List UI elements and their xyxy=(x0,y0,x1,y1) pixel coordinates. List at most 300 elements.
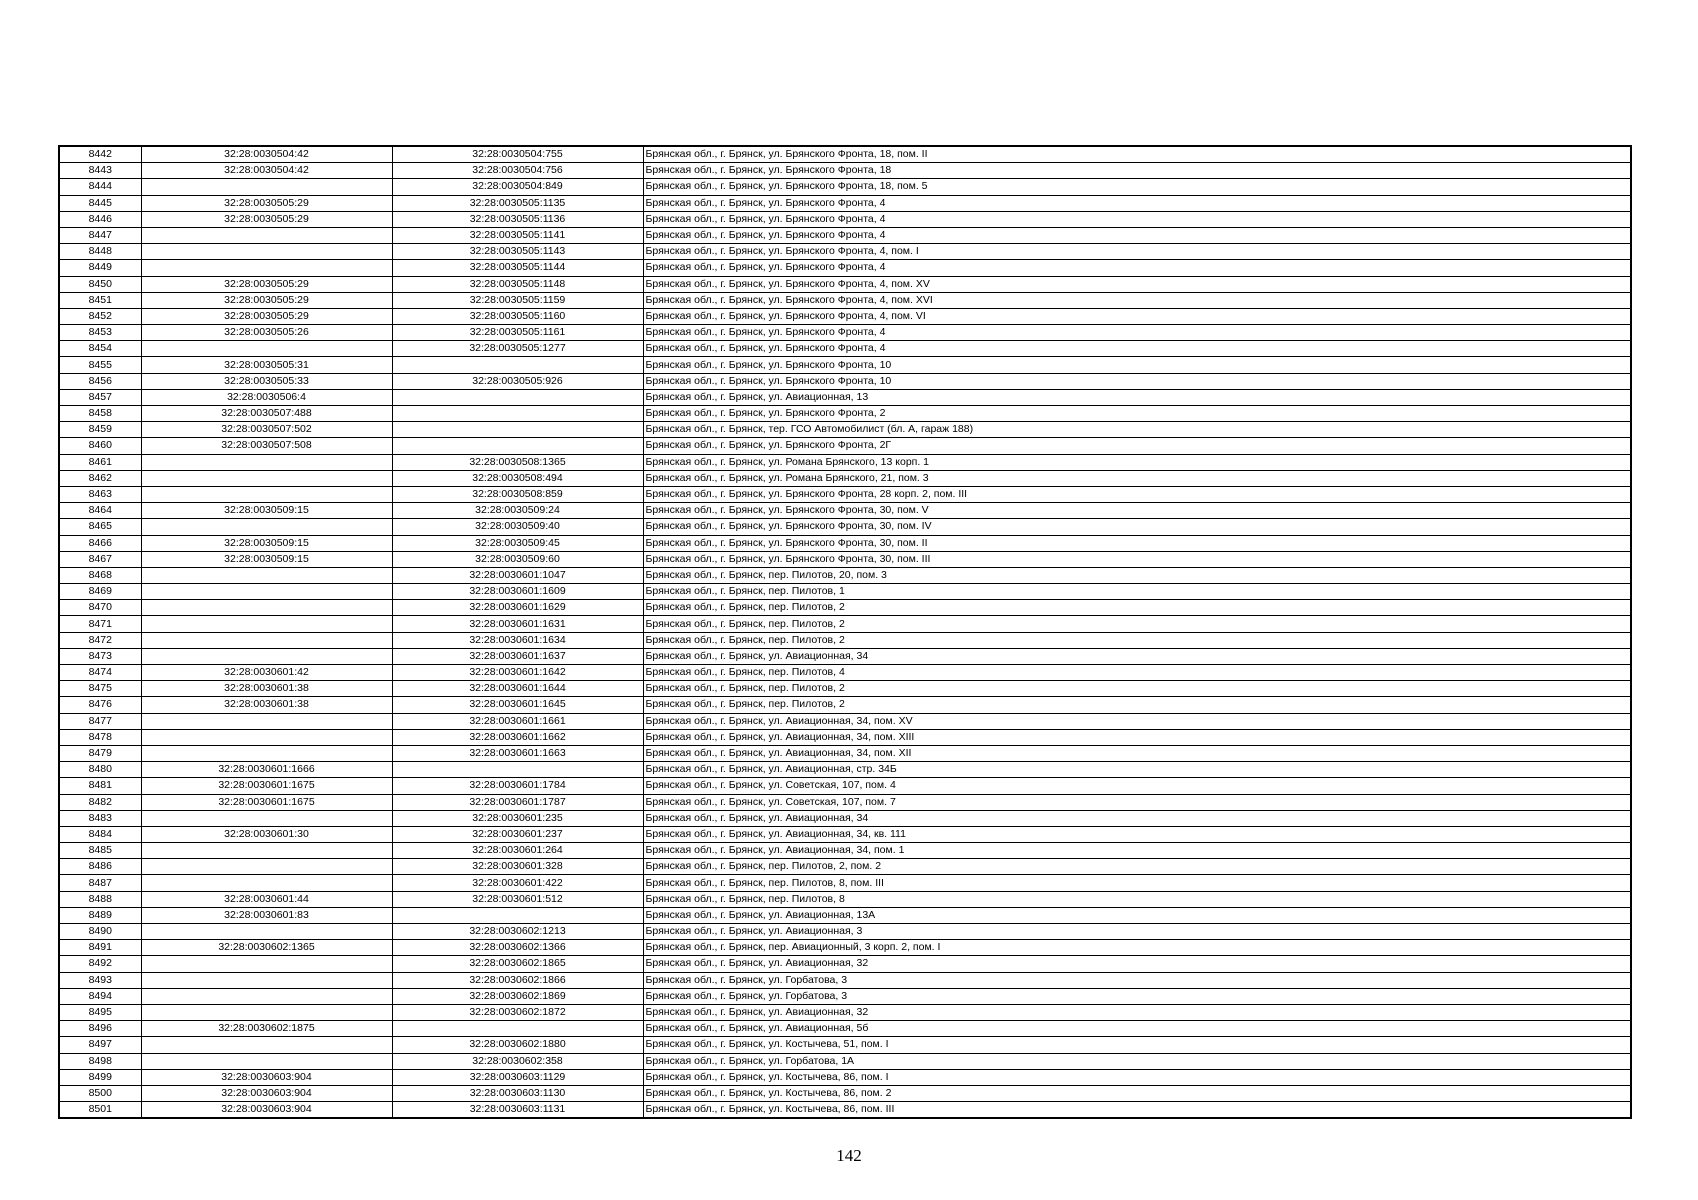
parent-cadastral-number-cell: 32:28:0030504:42 xyxy=(141,146,392,163)
table-row xyxy=(59,1085,1631,1101)
parent-cadastral-number-cell: 32:28:0030601:38 xyxy=(141,681,392,697)
row-number-cell: 8445 xyxy=(59,195,141,211)
row-number-cell: 8501 xyxy=(59,1102,141,1119)
cadastral-number-cell: 32:28:0030505:1135 xyxy=(392,195,643,211)
parent-cadastral-number-cell xyxy=(141,632,392,648)
address-cell: Брянская обл., г. Брянск, ул. Брянского Фронта, 4, пом. I xyxy=(643,244,1631,260)
cadastral-number-cell: 32:28:0030602:1213 xyxy=(392,924,643,940)
row-number-cell: 8471 xyxy=(59,616,141,632)
address-cell: Брянская обл., г. Брянск, ул. Брянского Фронта, 4 xyxy=(643,227,1631,243)
address-cell: Брянская обл., г. Брянск, пер. Пилотов, 2 xyxy=(643,697,1631,713)
cadastral-number-cell: 32:28:0030602:358 xyxy=(392,1053,643,1069)
row-number-cell: 8491 xyxy=(59,940,141,956)
table-row xyxy=(59,146,1631,163)
address-cell: Брянская обл., г. Брянск, ул. Брянского Фронта, 30, пом. IV xyxy=(643,519,1631,535)
address-cell: Брянская обл., г. Брянск, ул. Авиационная, 34 xyxy=(643,810,1631,826)
row-number-cell: 8450 xyxy=(59,276,141,292)
cadastral-number-cell xyxy=(392,389,643,405)
cadastral-number-cell: 32:28:0030601:235 xyxy=(392,810,643,826)
cadastral-number-cell: 32:28:0030601:264 xyxy=(392,843,643,859)
table-row xyxy=(59,1021,1631,1037)
table-row xyxy=(59,276,1631,292)
parent-cadastral-number-cell: 32:28:0030505:29 xyxy=(141,308,392,324)
table-row xyxy=(59,438,1631,454)
address-cell: Брянская обл., г. Брянск, ул. Горбатова, 1А xyxy=(643,1053,1631,1069)
cadastral-number-cell: 32:28:0030601:237 xyxy=(392,826,643,842)
cadastral-number-cell: 32:28:0030602:1865 xyxy=(392,956,643,972)
parent-cadastral-number-cell: 32:28:0030602:1365 xyxy=(141,940,392,956)
parent-cadastral-number-cell: 32:28:0030506:4 xyxy=(141,389,392,405)
parent-cadastral-number-cell xyxy=(141,616,392,632)
cadastral-number-cell: 32:28:0030505:1148 xyxy=(392,276,643,292)
table-row xyxy=(59,260,1631,276)
parent-cadastral-number-cell xyxy=(141,260,392,276)
cadastral-number-cell: 32:28:0030505:1136 xyxy=(392,211,643,227)
parent-cadastral-number-cell xyxy=(141,729,392,745)
row-number-cell: 8495 xyxy=(59,1004,141,1020)
cadastral-number-cell: 32:28:0030601:1644 xyxy=(392,681,643,697)
address-cell: Брянская обл., г. Брянск, ул. Брянского Фронта, 2Г xyxy=(643,438,1631,454)
table-row xyxy=(59,600,1631,616)
address-cell: Брянская обл., г. Брянск, тер. ГСО Автомобилист (бл. А, гараж 188) xyxy=(643,422,1631,438)
parent-cadastral-number-cell xyxy=(141,567,392,583)
parent-cadastral-number-cell: 32:28:0030505:29 xyxy=(141,195,392,211)
cadastral-number-cell: 32:28:0030508:1365 xyxy=(392,454,643,470)
cadastral-number-cell: 32:28:0030505:1141 xyxy=(392,227,643,243)
parent-cadastral-number-cell xyxy=(141,179,392,195)
table-row xyxy=(59,648,1631,664)
parent-cadastral-number-cell: 32:28:0030505:29 xyxy=(141,292,392,308)
row-number-cell: 8479 xyxy=(59,745,141,761)
table-row xyxy=(59,859,1631,875)
address-cell: Брянская обл., г. Брянск, ул. Романа Брянского, 13 корп. 1 xyxy=(643,454,1631,470)
address-cell: Брянская обл., г. Брянск, пер. Пилотов, 8 xyxy=(643,891,1631,907)
row-number-cell: 8461 xyxy=(59,454,141,470)
row-number-cell: 8483 xyxy=(59,810,141,826)
parent-cadastral-number-cell: 32:28:0030509:15 xyxy=(141,535,392,551)
cadastral-number-cell: 32:28:0030601:1662 xyxy=(392,729,643,745)
address-cell: Брянская обл., г. Брянск, ул. Авиационная, 13А xyxy=(643,907,1631,923)
address-cell: Брянская обл., г. Брянск, ул. Горбатова, 3 xyxy=(643,972,1631,988)
address-cell: Брянская обл., г. Брянск, ул. Костычева, 51, пом. I xyxy=(643,1037,1631,1053)
table-row xyxy=(59,341,1631,357)
parent-cadastral-number-cell: 32:28:0030602:1875 xyxy=(141,1021,392,1037)
row-number-cell: 8442 xyxy=(59,146,141,163)
row-number-cell: 8470 xyxy=(59,600,141,616)
row-number-cell: 8460 xyxy=(59,438,141,454)
row-number-cell: 8443 xyxy=(59,163,141,179)
address-cell: Брянская обл., г. Брянск, ул. Советская, 107, пом. 4 xyxy=(643,778,1631,794)
parent-cadastral-number-cell: 32:28:0030507:508 xyxy=(141,438,392,454)
cadastral-number-cell: 32:28:0030505:1277 xyxy=(392,341,643,357)
parent-cadastral-number-cell xyxy=(141,745,392,761)
address-cell: Брянская обл., г. Брянск, ул. Брянского Фронта, 4, пом. VI xyxy=(643,308,1631,324)
parent-cadastral-number-cell xyxy=(141,519,392,535)
parent-cadastral-number-cell: 32:28:0030601:42 xyxy=(141,665,392,681)
cadastral-number-cell: 32:28:0030601:1645 xyxy=(392,697,643,713)
table-row xyxy=(59,891,1631,907)
table-row xyxy=(59,454,1631,470)
address-cell: Брянская обл., г. Брянск, ул. Брянского Фронта, 4 xyxy=(643,211,1631,227)
table-row xyxy=(59,697,1631,713)
table-row xyxy=(59,519,1631,535)
address-cell: Брянская обл., г. Брянск, пер. Пилотов, 4 xyxy=(643,665,1631,681)
table-row xyxy=(59,535,1631,551)
row-number-cell: 8469 xyxy=(59,584,141,600)
cadastral-number-cell: 32:28:0030509:60 xyxy=(392,551,643,567)
table-row xyxy=(59,163,1631,179)
table-row xyxy=(59,244,1631,260)
row-number-cell: 8488 xyxy=(59,891,141,907)
parent-cadastral-number-cell xyxy=(141,859,392,875)
table-row xyxy=(59,486,1631,502)
table-row xyxy=(59,778,1631,794)
cadastral-number-cell: 32:28:0030509:45 xyxy=(392,535,643,551)
cadastral-number-cell: 32:28:0030601:512 xyxy=(392,891,643,907)
parent-cadastral-number-cell: 32:28:0030505:26 xyxy=(141,325,392,341)
row-number-cell: 8490 xyxy=(59,924,141,940)
table-row xyxy=(59,762,1631,778)
table-row xyxy=(59,875,1631,891)
parent-cadastral-number-cell: 32:28:0030601:44 xyxy=(141,891,392,907)
table-row xyxy=(59,179,1631,195)
cadastral-number-cell: 32:28:0030603:1131 xyxy=(392,1102,643,1119)
parent-cadastral-number-cell: 32:28:0030504:42 xyxy=(141,163,392,179)
cadastral-number-cell: 32:28:0030602:1366 xyxy=(392,940,643,956)
address-cell: Брянская обл., г. Брянск, пер. Пилотов, 2 xyxy=(643,681,1631,697)
row-number-cell: 8484 xyxy=(59,826,141,842)
row-number-cell: 8486 xyxy=(59,859,141,875)
cadastral-number-cell: 32:28:0030504:849 xyxy=(392,179,643,195)
table-row xyxy=(59,1069,1631,1085)
address-cell: Брянская обл., г. Брянск, пер. Пилотов, 8, пом. III xyxy=(643,875,1631,891)
row-number-cell: 8462 xyxy=(59,470,141,486)
table-row xyxy=(59,907,1631,923)
address-cell: Брянская обл., г. Брянск, ул. Авиационная, 13 xyxy=(643,389,1631,405)
table-row xyxy=(59,988,1631,1004)
table-row xyxy=(59,665,1631,681)
parent-cadastral-number-cell: 32:28:0030603:904 xyxy=(141,1085,392,1101)
parent-cadastral-number-cell xyxy=(141,648,392,664)
row-number-cell: 8453 xyxy=(59,325,141,341)
row-number-cell: 8455 xyxy=(59,357,141,373)
row-number-cell: 8458 xyxy=(59,406,141,422)
cadastral-number-cell xyxy=(392,357,643,373)
cadastral-number-cell: 32:28:0030601:422 xyxy=(392,875,643,891)
table-row xyxy=(59,308,1631,324)
row-number-cell: 8476 xyxy=(59,697,141,713)
property-register-table xyxy=(58,145,1632,1119)
cadastral-number-cell: 32:28:0030601:1634 xyxy=(392,632,643,648)
address-cell: Брянская обл., г. Брянск, ул. Авиационная, 3 xyxy=(643,924,1631,940)
parent-cadastral-number-cell xyxy=(141,584,392,600)
row-number-cell: 8477 xyxy=(59,713,141,729)
cadastral-number-cell: 32:28:0030508:859 xyxy=(392,486,643,502)
parent-cadastral-number-cell xyxy=(141,924,392,940)
parent-cadastral-number-cell xyxy=(141,713,392,729)
parent-cadastral-number-cell: 32:28:0030509:15 xyxy=(141,503,392,519)
cadastral-number-cell: 32:28:0030505:1161 xyxy=(392,325,643,341)
parent-cadastral-number-cell xyxy=(141,956,392,972)
address-cell: Брянская обл., г. Брянск, пер. Пилотов, 2 xyxy=(643,600,1631,616)
row-number-cell: 8480 xyxy=(59,762,141,778)
cadastral-number-cell: 32:28:0030601:1637 xyxy=(392,648,643,664)
address-cell: Брянская обл., г. Брянск, ул. Брянского Фронта, 4, пом. XVI xyxy=(643,292,1631,308)
row-number-cell: 8465 xyxy=(59,519,141,535)
cadastral-number-cell: 32:28:0030601:1631 xyxy=(392,616,643,632)
parent-cadastral-number-cell: 32:28:0030601:83 xyxy=(141,907,392,923)
row-number-cell: 8466 xyxy=(59,535,141,551)
cadastral-number-cell: 32:28:0030504:756 xyxy=(392,163,643,179)
cadastral-number-cell: 32:28:0030603:1129 xyxy=(392,1069,643,1085)
address-cell: Брянская обл., г. Брянск, ул. Брянского Фронта, 10 xyxy=(643,373,1631,389)
address-cell: Брянская обл., г. Брянск, пер. Авиационный, 3 корп. 2, пом. I xyxy=(643,940,1631,956)
row-number-cell: 8451 xyxy=(59,292,141,308)
parent-cadastral-number-cell: 32:28:0030505:29 xyxy=(141,211,392,227)
parent-cadastral-number-cell xyxy=(141,600,392,616)
row-number-cell: 8464 xyxy=(59,503,141,519)
parent-cadastral-number-cell xyxy=(141,470,392,486)
address-cell: Брянская обл., г. Брянск, ул. Авиационная, 32 xyxy=(643,956,1631,972)
cadastral-number-cell: 32:28:0030601:1642 xyxy=(392,665,643,681)
row-number-cell: 8498 xyxy=(59,1053,141,1069)
table-row xyxy=(59,1102,1631,1119)
address-cell: Брянская обл., г. Брянск, ул. Костычева, 86, пом. 2 xyxy=(643,1085,1631,1101)
table-row xyxy=(59,551,1631,567)
parent-cadastral-number-cell xyxy=(141,341,392,357)
table-row xyxy=(59,956,1631,972)
cadastral-number-cell: 32:28:0030602:1869 xyxy=(392,988,643,1004)
row-number-cell: 8499 xyxy=(59,1069,141,1085)
table-row xyxy=(59,843,1631,859)
cadastral-number-cell xyxy=(392,1021,643,1037)
address-cell: Брянская обл., г. Брянск, ул. Авиационная, 32 xyxy=(643,1004,1631,1020)
cadastral-number-cell: 32:28:0030601:1047 xyxy=(392,567,643,583)
address-cell: Брянская обл., г. Брянск, ул. Брянского Фронта, 4 xyxy=(643,341,1631,357)
parent-cadastral-number-cell: 32:28:0030505:33 xyxy=(141,373,392,389)
address-cell: Брянская обл., г. Брянск, ул. Брянского Фронта, 10 xyxy=(643,357,1631,373)
address-cell: Брянская обл., г. Брянск, ул. Авиационная, 34, пом. XIII xyxy=(643,729,1631,745)
parent-cadastral-number-cell: 32:28:0030601:1675 xyxy=(141,794,392,810)
address-cell: Брянская обл., г. Брянск, ул. Брянского Фронта, 30, пом. II xyxy=(643,535,1631,551)
address-cell: Брянская обл., г. Брянск, ул. Брянского Фронта, 4 xyxy=(643,325,1631,341)
row-number-cell: 8481 xyxy=(59,778,141,794)
cadastral-number-cell: 32:28:0030601:1784 xyxy=(392,778,643,794)
row-number-cell: 8485 xyxy=(59,843,141,859)
table-row xyxy=(59,632,1631,648)
table-row xyxy=(59,713,1631,729)
row-number-cell: 8467 xyxy=(59,551,141,567)
table-body xyxy=(59,146,1631,1118)
address-cell: Брянская обл., г. Брянск, ул. Костычева, 86, пом. III xyxy=(643,1102,1631,1119)
address-cell: Брянская обл., г. Брянск, ул. Брянского Фронта, 4, пом. XV xyxy=(643,276,1631,292)
row-number-cell: 8475 xyxy=(59,681,141,697)
cadastral-number-cell: 32:28:0030509:40 xyxy=(392,519,643,535)
table-row xyxy=(59,195,1631,211)
page-number: 142 xyxy=(836,1146,862,1165)
row-number-cell: 8487 xyxy=(59,875,141,891)
parent-cadastral-number-cell: 32:28:0030601:30 xyxy=(141,826,392,842)
cadastral-number-cell: 32:28:0030601:1629 xyxy=(392,600,643,616)
cadastral-number-cell: 32:28:0030601:1661 xyxy=(392,713,643,729)
parent-cadastral-number-cell: 32:28:0030601:1666 xyxy=(141,762,392,778)
address-cell: Брянская обл., г. Брянск, пер. Пилотов, 2, пом. 2 xyxy=(643,859,1631,875)
row-number-cell: 8492 xyxy=(59,956,141,972)
cadastral-number-cell xyxy=(392,406,643,422)
address-cell: Брянская обл., г. Брянск, пер. Пилотов, 2 xyxy=(643,616,1631,632)
table-row xyxy=(59,1053,1631,1069)
parent-cadastral-number-cell xyxy=(141,988,392,1004)
address-cell: Брянская обл., г. Брянск, ул. Брянского Фронта, 2 xyxy=(643,406,1631,422)
address-cell: Брянская обл., г. Брянск, ул. Брянского Фронта, 28 корп. 2, пом. III xyxy=(643,486,1631,502)
parent-cadastral-number-cell: 32:28:0030601:38 xyxy=(141,697,392,713)
row-number-cell: 8468 xyxy=(59,567,141,583)
parent-cadastral-number-cell: 32:28:0030603:904 xyxy=(141,1102,392,1119)
parent-cadastral-number-cell xyxy=(141,1004,392,1020)
address-cell: Брянская обл., г. Брянск, ул. Романа Брянского, 21, пом. 3 xyxy=(643,470,1631,486)
table-row xyxy=(59,729,1631,745)
parent-cadastral-number-cell: 32:28:0030509:15 xyxy=(141,551,392,567)
address-cell: Брянская обл., г. Брянск, ул. Авиационная, 5б xyxy=(643,1021,1631,1037)
row-number-cell: 8496 xyxy=(59,1021,141,1037)
row-number-cell: 8489 xyxy=(59,907,141,923)
table-row xyxy=(59,745,1631,761)
table-row xyxy=(59,972,1631,988)
cadastral-number-cell: 32:28:0030504:755 xyxy=(392,146,643,163)
row-number-cell: 8497 xyxy=(59,1037,141,1053)
table-row xyxy=(59,1037,1631,1053)
parent-cadastral-number-cell: 32:28:0030507:488 xyxy=(141,406,392,422)
table-row xyxy=(59,924,1631,940)
table-row xyxy=(59,406,1631,422)
row-number-cell: 8478 xyxy=(59,729,141,745)
table-row xyxy=(59,325,1631,341)
parent-cadastral-number-cell xyxy=(141,1037,392,1053)
cadastral-number-cell: 32:28:0030602:1866 xyxy=(392,972,643,988)
address-cell: Брянская обл., г. Брянск, ул. Горбатова, 3 xyxy=(643,988,1631,1004)
table-row xyxy=(59,584,1631,600)
parent-cadastral-number-cell xyxy=(141,972,392,988)
address-cell: Брянская обл., г. Брянск, ул. Брянского Фронта, 4 xyxy=(643,195,1631,211)
address-cell: Брянская обл., г. Брянск, ул. Авиационная, стр. 34Б xyxy=(643,762,1631,778)
cadastral-number-cell: 32:28:0030602:1880 xyxy=(392,1037,643,1053)
cadastral-number-cell: 32:28:0030505:1144 xyxy=(392,260,643,276)
row-number-cell: 8472 xyxy=(59,632,141,648)
row-number-cell: 8447 xyxy=(59,227,141,243)
address-cell: Брянская обл., г. Брянск, ул. Авиационная, 34 xyxy=(643,648,1631,664)
parent-cadastral-number-cell: 32:28:0030603:904 xyxy=(141,1069,392,1085)
table-row xyxy=(59,810,1631,826)
parent-cadastral-number-cell xyxy=(141,454,392,470)
table-row xyxy=(59,211,1631,227)
table-row xyxy=(59,940,1631,956)
cadastral-number-cell: 32:28:0030601:1609 xyxy=(392,584,643,600)
address-cell: Брянская обл., г. Брянск, ул. Брянского Фронта, 18, пом. 5 xyxy=(643,179,1631,195)
cadastral-number-cell: 32:28:0030505:1159 xyxy=(392,292,643,308)
cadastral-number-cell: 32:28:0030601:328 xyxy=(392,859,643,875)
row-number-cell: 8482 xyxy=(59,794,141,810)
row-number-cell: 8446 xyxy=(59,211,141,227)
cadastral-number-cell: 32:28:0030505:1160 xyxy=(392,308,643,324)
parent-cadastral-number-cell xyxy=(141,486,392,502)
cadastral-number-cell: 32:28:0030505:926 xyxy=(392,373,643,389)
parent-cadastral-number-cell: 32:28:0030601:1675 xyxy=(141,778,392,794)
parent-cadastral-number-cell: 32:28:0030507:502 xyxy=(141,422,392,438)
parent-cadastral-number-cell xyxy=(141,227,392,243)
row-number-cell: 8459 xyxy=(59,422,141,438)
address-cell: Брянская обл., г. Брянск, ул. Авиационная, 34, кв. 111 xyxy=(643,826,1631,842)
table-row xyxy=(59,422,1631,438)
table-row xyxy=(59,681,1631,697)
row-number-cell: 8463 xyxy=(59,486,141,502)
row-number-cell: 8494 xyxy=(59,988,141,1004)
table-row xyxy=(59,389,1631,405)
cadastral-number-cell xyxy=(392,422,643,438)
cadastral-number-cell: 32:28:0030601:1787 xyxy=(392,794,643,810)
row-number-cell: 8454 xyxy=(59,341,141,357)
address-cell: Брянская обл., г. Брянск, ул. Авиационная, 34, пом. XV xyxy=(643,713,1631,729)
address-cell: Брянская обл., г. Брянск, ул. Брянского Фронта, 30, пом. III xyxy=(643,551,1631,567)
address-cell: Брянская обл., г. Брянск, ул. Брянского Фронта, 18, пом. II xyxy=(643,146,1631,163)
parent-cadastral-number-cell: 32:28:0030505:31 xyxy=(141,357,392,373)
table-row xyxy=(59,826,1631,842)
parent-cadastral-number-cell xyxy=(141,1053,392,1069)
row-number-cell: 8456 xyxy=(59,373,141,389)
row-number-cell: 8474 xyxy=(59,665,141,681)
table-row xyxy=(59,227,1631,243)
address-cell: Брянская обл., г. Брянск, ул. Советская, 107, пом. 7 xyxy=(643,794,1631,810)
cadastral-number-cell xyxy=(392,907,643,923)
cadastral-number-cell xyxy=(392,438,643,454)
cadastral-number-cell: 32:28:0030602:1872 xyxy=(392,1004,643,1020)
table-row xyxy=(59,357,1631,373)
cadastral-number-cell: 32:28:0030509:24 xyxy=(392,503,643,519)
table-row xyxy=(59,503,1631,519)
cadastral-number-cell: 32:28:0030505:1143 xyxy=(392,244,643,260)
parent-cadastral-number-cell xyxy=(141,244,392,260)
table-row xyxy=(59,567,1631,583)
table-row xyxy=(59,470,1631,486)
table-row xyxy=(59,292,1631,308)
cadastral-number-cell: 32:28:0030601:1663 xyxy=(392,745,643,761)
row-number-cell: 8448 xyxy=(59,244,141,260)
parent-cadastral-number-cell: 32:28:0030505:29 xyxy=(141,276,392,292)
address-cell: Брянская обл., г. Брянск, ул. Авиационная, 34, пом. 1 xyxy=(643,843,1631,859)
table-row xyxy=(59,373,1631,389)
address-cell: Брянская обл., г. Брянск, ул. Брянского Фронта, 18 xyxy=(643,163,1631,179)
address-cell: Брянская обл., г. Брянск, ул. Брянского Фронта, 30, пом. V xyxy=(643,503,1631,519)
address-cell: Брянская обл., г. Брянск, пер. Пилотов, 2 xyxy=(643,632,1631,648)
row-number-cell: 8493 xyxy=(59,972,141,988)
table-row xyxy=(59,1004,1631,1020)
parent-cadastral-number-cell xyxy=(141,810,392,826)
cadastral-number-cell xyxy=(392,762,643,778)
address-cell: Брянская обл., г. Брянск, ул. Авиационная, 34, пом. XII xyxy=(643,745,1631,761)
row-number-cell: 8457 xyxy=(59,389,141,405)
address-cell: Брянская обл., г. Брянск, пер. Пилотов, 20, пом. 3 xyxy=(643,567,1631,583)
row-number-cell: 8500 xyxy=(59,1085,141,1101)
row-number-cell: 8473 xyxy=(59,648,141,664)
address-cell: Брянская обл., г. Брянск, ул. Костычева, 86, пом. I xyxy=(643,1069,1631,1085)
row-number-cell: 8449 xyxy=(59,260,141,276)
address-cell: Брянская обл., г. Брянск, пер. Пилотов, 1 xyxy=(643,584,1631,600)
cadastral-number-cell: 32:28:0030508:494 xyxy=(392,470,643,486)
parent-cadastral-number-cell xyxy=(141,843,392,859)
row-number-cell: 8444 xyxy=(59,179,141,195)
row-number-cell: 8452 xyxy=(59,308,141,324)
table-row xyxy=(59,616,1631,632)
table-row xyxy=(59,794,1631,810)
